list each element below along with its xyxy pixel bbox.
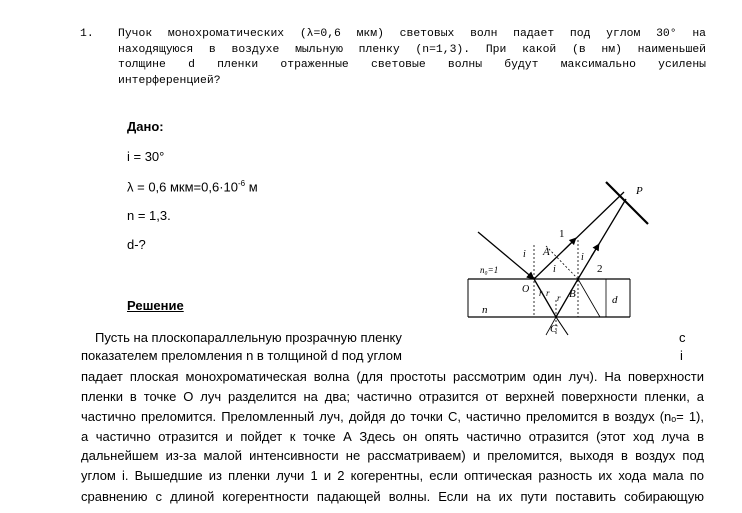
- ray-2-arrow: [591, 244, 599, 257]
- problem-number: 1.: [80, 28, 94, 40]
- given-index: n = 1,3.: [127, 208, 171, 223]
- thin-film-diagram: [466, 180, 676, 340]
- reflected-ray-1: [534, 192, 624, 279]
- transmitted-ray: [556, 317, 568, 335]
- secondary-ray: [578, 279, 600, 317]
- solution-line: падает плоская монохроматическая волна (для простоты рассмотрим один луч). На поверхности: [81, 369, 704, 384]
- given-wavelength: [127, 179, 258, 194]
- label-angle-i: i: [553, 264, 556, 275]
- label-n: n: [482, 304, 488, 316]
- label-ray-1: 1: [559, 228, 565, 240]
- problem-line: толщине d пленки отраженные световые волны будут максимально усилены: [118, 59, 706, 71]
- solution-line: а частично отразится и пойдет к точке А Здесь он опять частично отразится (этот ход луча в: [81, 429, 704, 444]
- problem-statement: [118, 27, 706, 89]
- problem-line: Пучок монохроматических (λ=0,6 мкм) световых волн падает под углом 30° на: [118, 28, 706, 40]
- label-P: P: [636, 185, 643, 197]
- refracted-ray-down: [534, 279, 556, 317]
- given-unknown: d-?: [127, 237, 146, 252]
- given-wavelength-value: λ = 0,6 мкм=0,6·10: [127, 179, 239, 195]
- label-A: A: [543, 246, 550, 258]
- given-title: Дано:: [127, 119, 164, 134]
- given-wavelength-exponent: -6: [238, 179, 246, 188]
- label-angle-r: r: [557, 293, 561, 303]
- label-angle-r: r: [539, 288, 543, 298]
- solution-title: Решение: [127, 298, 184, 313]
- label-O: O: [522, 284, 530, 295]
- given-angle: i = 30°: [127, 149, 165, 164]
- solution-line: частично преломится. Преломленный луч, дойдя до точки C, частично преломится в воздух (nₒ= 1),: [81, 409, 704, 424]
- solution-line: углом i. Вышедшие из пленки лучи 1 и 2 когерентны, если оптическая разность их хода мала по: [81, 468, 704, 483]
- solution-line: дальнейшем из-за малой интенсивности не рассматриваем) и преломится, выходя в воздух под: [81, 448, 704, 463]
- solution-line: сравнению с длиной когерентности падающей волны. Если на их пути поставить собирающую: [81, 489, 704, 504]
- label-B: B: [569, 288, 576, 300]
- solution-line: пленки в точке O луч разделится на два; частично отразится от верхней поверхности пленки, а: [81, 389, 704, 404]
- label-angle-i: i: [523, 249, 526, 260]
- solution-side-char: с: [679, 330, 686, 345]
- label-d: d: [612, 294, 618, 306]
- label-ray-2: 2: [597, 263, 603, 275]
- given-wavelength-unit: м: [245, 179, 258, 195]
- solution-side-char: i: [680, 348, 683, 363]
- label-n0: n₀=1: [480, 265, 499, 275]
- problem-line: интерференцией?: [118, 74, 221, 87]
- problem-line: находящуюся в воздухе мыльную пленку (n=1,3). При какой (в нм) наименьшей: [118, 43, 706, 56]
- label-C: C: [550, 323, 558, 335]
- label-angle-i: i: [581, 252, 584, 263]
- ray-1-arrow: [564, 238, 576, 250]
- solution-line: Пусть на плоскопараллельную прозрачную пленку: [95, 330, 402, 345]
- label-angle-r: r: [546, 288, 550, 298]
- solution-line: показателем преломления n в толщиной d под углом: [81, 348, 402, 363]
